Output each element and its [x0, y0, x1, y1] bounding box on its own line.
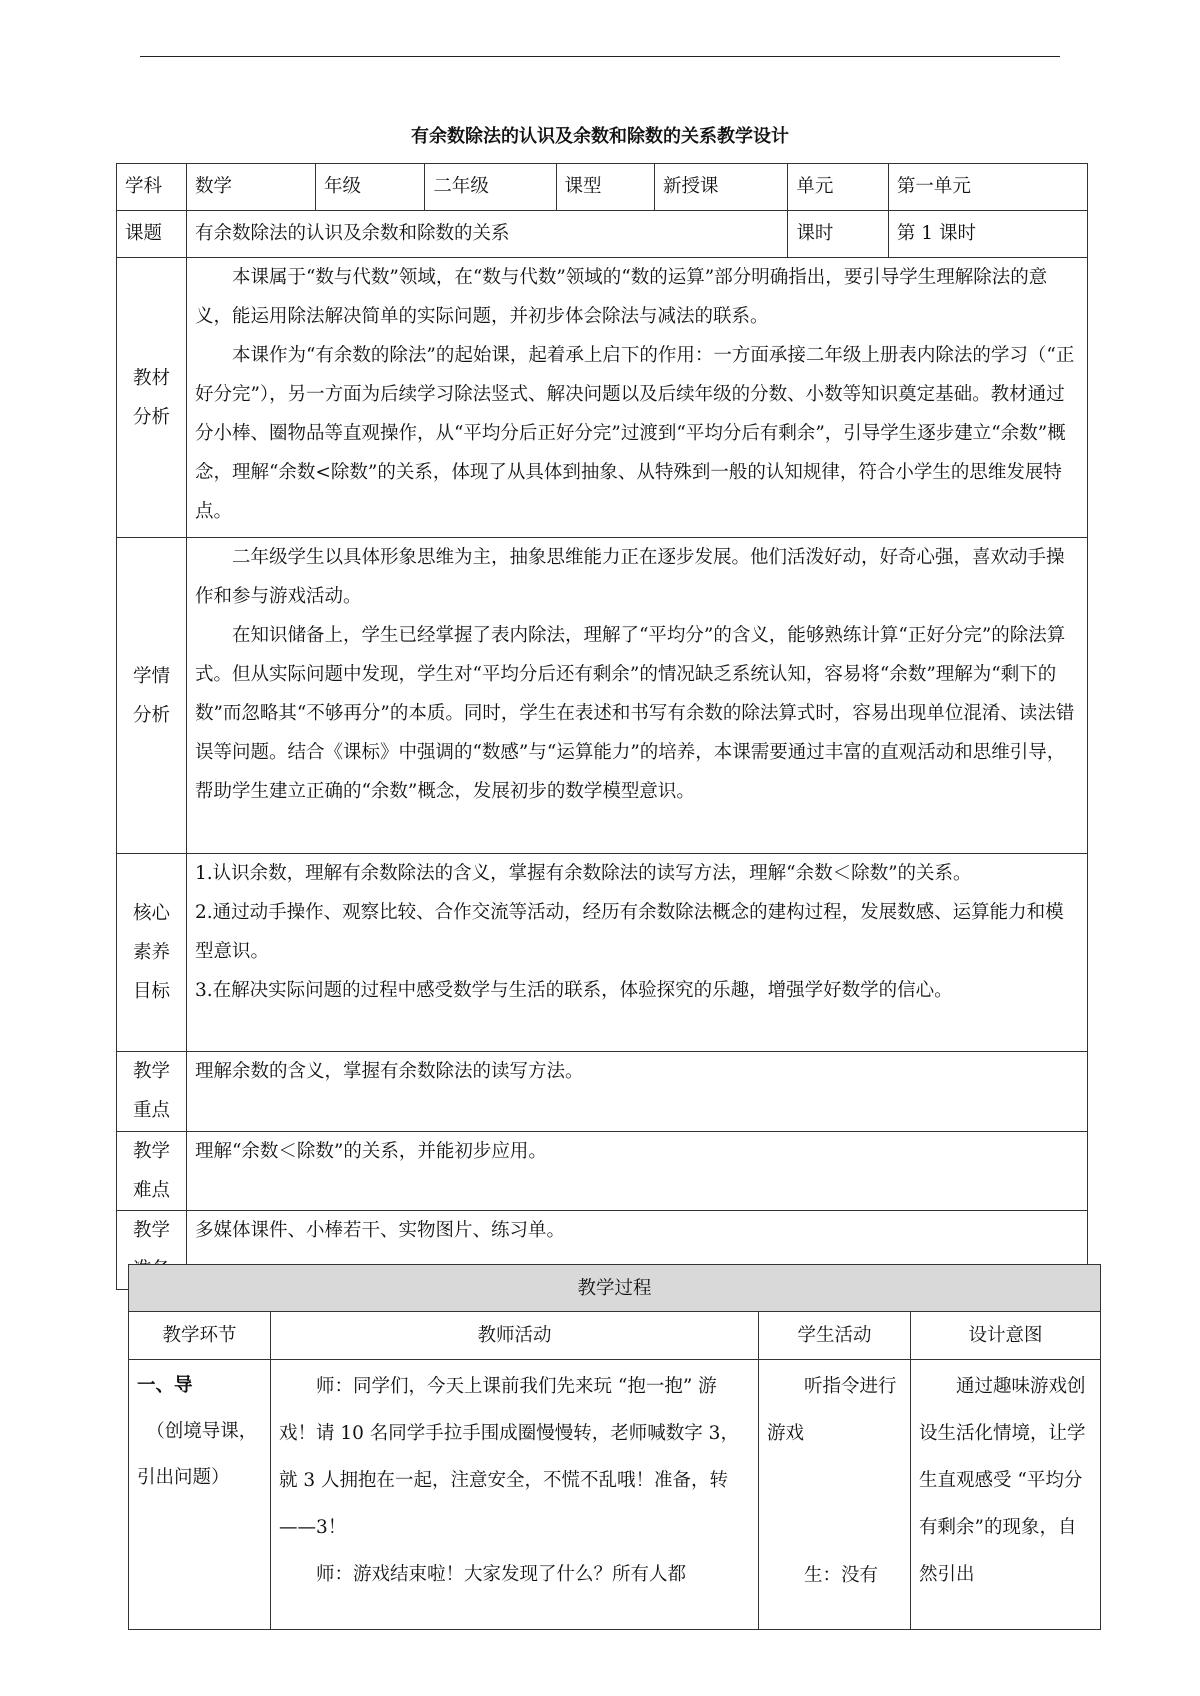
key-points-label: 教学 重点 [117, 1052, 187, 1132]
teacher-activity [271, 1360, 759, 1630]
core-goals-label: 核心 素养 目标 [117, 854, 187, 1052]
subject-label: 学科 [117, 164, 187, 211]
teacher-activity-para: 师：游戏结束啦！大家发现了什么？所有人都 [316, 1564, 687, 1585]
subject-value: 数学 [186, 164, 315, 211]
goal-item: 3.在解决实际问题的过程中感受数学与生活的联系，体验探究的乐趣，增强学好数学的信心。 [194, 980, 953, 1001]
unit-value: 第一单元 [888, 164, 1087, 211]
document-title: 有余数除法的认识及余数和除数的关系教学设计 [411, 126, 789, 147]
difficult-points-label: 教学 难点 [117, 1132, 187, 1211]
teacher-activity-para: 师：同学们，今天上课前我们先来玩 “抱一抱” 游戏！请 10 名同学手拉手围成圈慢慢转，老师喊数字 3，就 3 人拥抱在一起，注意安全，不慌不乱哦！准备，转 ——3！ [279, 1376, 739, 1538]
preparation-label: 教学 [117, 1211, 187, 1290]
topic-value: 有余数除法的认识及余数和除数的关系 [186, 211, 787, 258]
col-stage: 教学环节 [129, 1312, 271, 1360]
student-activity-text: 生：没有 [804, 1565, 879, 1586]
period-value: 第 1 课时 [888, 211, 1087, 258]
student-analysis-content [186, 538, 1087, 854]
lesson-info-table [116, 163, 1088, 1290]
grade-value: 二年级 [425, 164, 556, 211]
topic-label: 课题 [117, 211, 187, 258]
textbook-analysis-para: 本课属于“数与代数”领域，在“数与代数”领域的“数的运算”部分明确指出，要引导学生理解除法的意义，能运用除法解决简单的实际问题，并初步体会除法与减法的联系。 [194, 267, 1048, 327]
textbook-analysis-para: 本课作为“有余数的除法”的起始课，起着承上启下的作用：一方面承接二年级上册表内除法的学习（“正好分完”），另一方面为后续学习除法竖式、解决问题以及后续年级的分数、小数等知识奠定基础。教材通过分小棒、圈物品等直观操作，从“平均分后正好分完”过渡到“平均分后有剩余”，引导学生逐步建立“余数”概念，理解“余数<除数”的关系，体现了从具体到抽象、从特殊到一般的认知规律，符合小学生的思维发展特点。 [194, 345, 1075, 522]
design-intent [911, 1360, 1101, 1630]
type-value: 新授课 [654, 164, 787, 211]
student-activity [759, 1360, 911, 1630]
key-points-text: 理解余数的含义，掌握有余数除法的读写方法。 [186, 1052, 1087, 1132]
student-analysis-label: 学情 分析 [117, 538, 187, 854]
unit-label: 单元 [788, 164, 889, 211]
teaching-process-table [128, 1264, 1101, 1630]
header-rule [140, 56, 1060, 57]
difficult-points-text: 理解“余数＜除数”的关系，并能初步应用。 [186, 1132, 1087, 1211]
textbook-analysis-label: 教材 分析 [117, 258, 187, 538]
col-teacher: 教师活动 [271, 1312, 759, 1360]
goal-item: 1.认识余数，理解有余数除法的含义，掌握有余数除法的读写方法，理解“余数＜除数”的关系。 [194, 863, 972, 884]
stage-cell [129, 1360, 271, 1630]
stage-title: 一、导 [137, 1375, 193, 1396]
student-analysis-para: 二年级学生以具体形象思维为主，抽象思维能力正在逐步发展。他们活泼好动，好奇心强，喜欢动手操作和参与游戏活动。 [194, 547, 1065, 607]
col-intent: 设计意图 [911, 1312, 1101, 1360]
col-student: 学生活动 [759, 1312, 911, 1360]
student-activity-text: 听指令进行游戏 [767, 1376, 897, 1444]
textbook-analysis-content [186, 258, 1087, 538]
core-goals-content [186, 854, 1087, 1052]
period-label: 课时 [788, 211, 889, 258]
student-analysis-para: 在知识储备上，学生已经掌握了表内除法，理解了“平均分”的含义，能够熟练计算“正好分完”的除法算式。但从实际问题中发现，学生对“平均分后还有剩余”的情况缺乏系统认知，容易将“余数”理解为“剩下的数”而忽略其“不够再分”的本质。同时，学生在表述和书写有余数的除法算式时，容易出现单位混淆、读法错误等问题。结合《课标》中强调的“数感”与“运算能力”的培养，本课需要通过丰富的直观活动和思维引导，帮助学生建立正确的“余数”概念，发展初步的数学模型意识。 [194, 625, 1075, 802]
design-intent-text: 通过趣味游戏创设生活化情境，让学生直观感受 “平均分有剩余”的现象，自然引出 [919, 1376, 1086, 1585]
goal-item: 2.通过动手操作、观察比较、合作交流等活动，经历有余数除法概念的建构过程，发展数感、运算能力和模型意识。 [194, 902, 1064, 962]
stage-subtitle: （创境导课，引出问题） [137, 1421, 258, 1488]
preparation-text: 多媒体课件、小棒若干、实物图片、练习单。 [186, 1211, 1087, 1290]
grade-label: 年级 [315, 164, 424, 211]
process-title: 教学过程 [129, 1265, 1101, 1312]
type-label: 课型 [556, 164, 654, 211]
